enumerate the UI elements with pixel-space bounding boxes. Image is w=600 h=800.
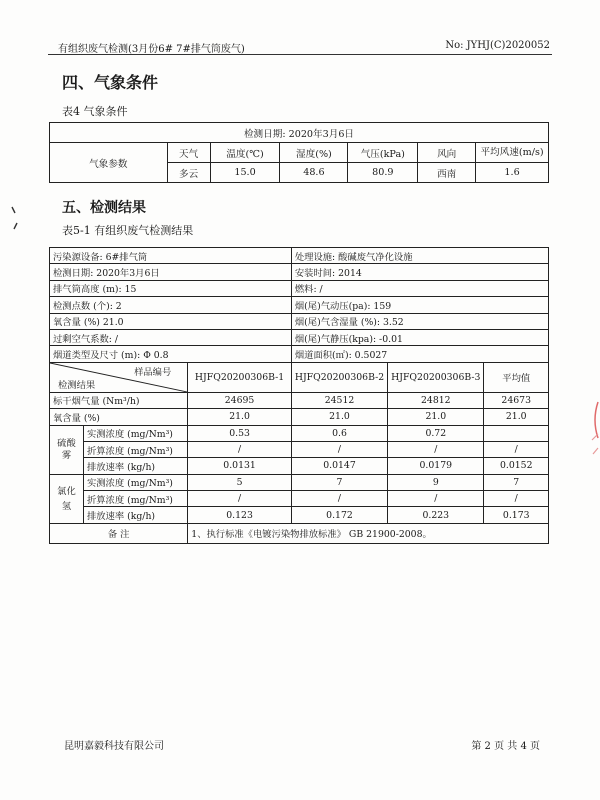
weather-value: 西南	[418, 163, 476, 183]
table-5-1-caption: 表5-1 有组织废气检测结果	[62, 224, 194, 237]
info-cell: 氧含量 (%) 21.0	[50, 313, 292, 329]
measure-value: 7	[484, 474, 549, 490]
measure-value: /	[388, 441, 484, 457]
section-5-heading: 五、检测结果	[62, 200, 146, 216]
info-row	[50, 264, 549, 280]
report-number: No: JYHJ(C)2020052	[445, 40, 550, 51]
section-4-heading: 四、气象条件	[62, 73, 159, 92]
page-number: 第 2 页 共 4 页	[471, 741, 540, 752]
measure-label: 排放速率 (kg/h)	[83, 507, 187, 523]
info-row	[50, 346, 549, 362]
oxygen-value: 21.0	[188, 409, 292, 425]
table-row	[50, 507, 549, 523]
header-rule	[48, 54, 552, 55]
info-cell: 检测点数 (个): 2	[50, 297, 292, 313]
weather-row-label: 气象参数	[50, 143, 168, 183]
info-cell: 烟道类型及尺寸 (m): Φ 0.8	[50, 346, 292, 362]
remark-text: 1、执行标准《电镀污染物排放标准》 GB 21900-2008。	[188, 523, 549, 543]
info-cell: 烟(尾)气动压(pa): 159	[291, 297, 548, 313]
measure-value: 0.0152	[484, 458, 549, 474]
measure-value: 0.6	[291, 425, 387, 441]
flow-value: 24812	[388, 392, 484, 408]
measure-label: 实测浓度 (mg/Nm³)	[83, 425, 187, 441]
pollutant-name: 硫酸雾	[50, 425, 84, 474]
weather-header: 天气	[167, 143, 210, 163]
info-cell: 安装时间: 2014	[291, 264, 548, 280]
measure-value: 0.72	[388, 425, 484, 441]
measure-value: 5	[188, 474, 292, 490]
stamp-edge-mark-2	[588, 430, 600, 460]
weather-value: 15.0	[210, 163, 280, 183]
info-row	[50, 297, 549, 313]
measure-value: 0.223	[388, 507, 484, 523]
weather-header: 湿度(%)	[280, 143, 348, 163]
remark-label: 备 注	[50, 523, 188, 543]
weather-table	[49, 122, 549, 183]
weather-header: 温度(℃)	[210, 143, 280, 163]
measure-value: 0.173	[484, 507, 549, 523]
table-row	[50, 425, 549, 441]
info-row	[50, 329, 549, 345]
measure-value: /	[291, 441, 387, 457]
footer-company: 昆明嘉毅科技有限公司	[64, 741, 164, 752]
weather-date-row: 检测日期: 2020年3月6日	[50, 123, 549, 143]
table-row	[50, 458, 549, 474]
info-cell: 污染源设备: 6#排气筒	[50, 248, 292, 264]
measure-value	[484, 425, 549, 441]
info-row	[50, 313, 549, 329]
oxygen-value: 21.0	[388, 409, 484, 425]
measure-value: /	[484, 441, 549, 457]
oxygen-row	[50, 409, 549, 425]
flow-value: 24512	[291, 392, 387, 408]
measure-value: /	[291, 491, 387, 507]
info-cell: 燃料: /	[291, 280, 548, 296]
sample-id: HJFQ20200306B-2	[291, 362, 387, 392]
sample-id: 平均值	[484, 362, 549, 392]
measure-label: 折算浓度 (mg/Nm³)	[83, 441, 187, 457]
measure-value: 0.123	[188, 507, 292, 523]
weather-value: 80.9	[348, 163, 418, 183]
flow-value: 24673	[484, 392, 549, 408]
table-4-caption: 表4 气象条件	[62, 105, 128, 118]
sample-id: HJFQ20200306B-1	[188, 362, 292, 392]
measure-value: /	[484, 491, 549, 507]
weather-value: 48.6	[280, 163, 348, 183]
info-cell: 处理设施: 酸碱废气净化设施	[291, 248, 548, 264]
measure-label: 折算浓度 (mg/Nm³)	[83, 491, 187, 507]
oxygen-label: 氧含量 (%)	[50, 409, 188, 425]
measure-value: 7	[291, 474, 387, 490]
info-cell: 过剩空气系数: /	[50, 329, 292, 345]
remark-row	[50, 523, 549, 543]
info-cell: 烟(尾)气含湿量 (%): 3.52	[291, 313, 548, 329]
oxygen-value: 21.0	[291, 409, 387, 425]
weather-header: 气压(kPa)	[348, 143, 418, 163]
scan-mark-left	[8, 205, 22, 245]
measure-label: 排放速率 (kg/h)	[83, 458, 187, 474]
measure-label: 实测浓度 (mg/Nm³)	[83, 474, 187, 490]
flow-row	[50, 392, 549, 408]
info-row	[50, 280, 549, 296]
table-row	[50, 441, 549, 457]
diagonal-header-cell	[50, 362, 188, 392]
corner-top-label: 样品编号	[134, 366, 172, 378]
measure-value: 9	[388, 474, 484, 490]
info-cell: 排气筒高度 (m): 15	[50, 280, 292, 296]
table-row	[50, 474, 549, 490]
sample-id: HJFQ20200306B-3	[388, 362, 484, 392]
weather-header: 风向	[418, 143, 476, 163]
info-cell: 检测日期: 2020年3月6日	[50, 264, 292, 280]
weather-value: 1.6	[476, 163, 549, 183]
measure-value: 0.0131	[188, 458, 292, 474]
info-row	[50, 248, 549, 264]
weather-value: 多云	[167, 163, 210, 183]
measure-value: 0.0179	[388, 458, 484, 474]
header-title: 有组织废气检测(3月份6# 7#排气筒废气)	[58, 44, 245, 55]
sample-header-row	[50, 362, 549, 392]
info-cell: 烟(尾)气静压(kpa): -0.01	[291, 329, 548, 345]
corner-bottom-label: 检测结果	[58, 379, 96, 391]
flow-value: 24695	[188, 392, 292, 408]
flow-label: 标干烟气量 (Nm³/h)	[50, 392, 188, 408]
emission-results-table	[49, 247, 549, 544]
oxygen-value: 21.0	[484, 409, 549, 425]
weather-header: 平均风速(m/s)	[476, 143, 549, 163]
info-cell: 烟道面积(㎡): 0.5027	[291, 346, 548, 362]
measure-value: 0.172	[291, 507, 387, 523]
measure-value: /	[188, 441, 292, 457]
measure-value: 0.0147	[291, 458, 387, 474]
measure-value: 0.53	[188, 425, 292, 441]
pollutant-name: 氯化氢	[50, 474, 84, 523]
table-row	[50, 491, 549, 507]
measure-value: /	[388, 491, 484, 507]
measure-value: /	[188, 491, 292, 507]
